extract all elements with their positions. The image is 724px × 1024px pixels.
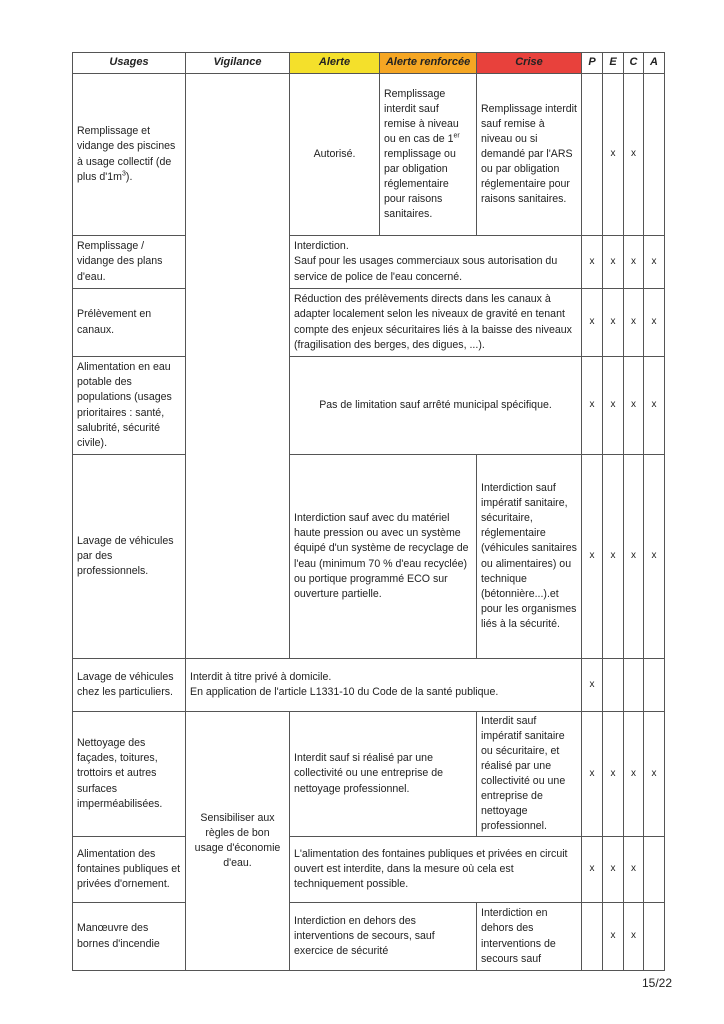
page-number: 15/22	[641, 976, 672, 990]
merged-measure-cell: L'alimentation des fontaines publiques et privées en circuit ouvert est interdite, dans la mesure où cela est techniquement possible.	[290, 837, 582, 903]
a-mark: x	[644, 455, 665, 659]
a-mark	[644, 903, 665, 971]
p-mark: x	[582, 455, 603, 659]
usage-cell: Remplissage et vidange des piscines à usage collectif (de plus $d'1m^3$).	[73, 74, 186, 236]
e-mark: x	[603, 236, 624, 289]
table-row	[73, 903, 665, 971]
c-mark: x	[624, 357, 644, 455]
header-c: C	[624, 53, 644, 74]
p-mark: x	[582, 837, 603, 903]
p-mark	[582, 74, 603, 236]
header-e: E	[603, 53, 624, 74]
alerte-renforcee-merged-cell: Interdit sauf si réalisé par une collectivité ou une entreprise de nettoyage professionnel.	[290, 712, 477, 837]
usage-cell: Lavage de véhicules par des professionnels.	[73, 455, 186, 659]
header-alerte-renforcee: Alerte renforcée	[380, 53, 477, 74]
vigilance-cell: Sensibiliser aux règles de bon usage d'économie d'eau.	[186, 712, 290, 971]
table-row	[73, 357, 665, 455]
e-mark: x	[603, 455, 624, 659]
header-alerte: Alerte	[290, 53, 380, 74]
merged-measure-cell: Réduction des prélèvements directs dans les canaux à adapter localement selon les niveaux de gravité en tenant compte des enjeux sécuritaires liés à la baisse des niveaux (fragilisation des berges, des digues, ...).	[290, 289, 582, 357]
alerte-renforcee-merged-cell: Interdiction en dehors des interventions de secours, sauf exercice de sécurité	[290, 903, 477, 971]
table-row	[73, 659, 665, 712]
c-mark: x	[624, 289, 644, 357]
header-a: A	[644, 53, 665, 74]
c-mark: x	[624, 837, 644, 903]
alerte-renforcee-cell: Remplissage interdit sauf remise à niveau ou en cas de 1er remplissage ou par obligation réglementaire pour raisons sanitaires.	[380, 74, 477, 236]
p-mark: x	[582, 236, 603, 289]
c-mark: x	[624, 236, 644, 289]
p-mark: x	[582, 289, 603, 357]
vigilance-cell	[186, 74, 290, 659]
p-mark: x	[582, 659, 603, 712]
p-mark: x	[582, 712, 603, 837]
usage-cell: Prélèvement en canaux.	[73, 289, 186, 357]
e-mark: x	[603, 289, 624, 357]
e-mark	[603, 659, 624, 712]
usage-cell: Manœuvre des bornes d'incendie	[73, 903, 186, 971]
merged-measure-cell: Pas de limitation sauf arrêté municipal spécifique.	[290, 357, 582, 455]
merged-measure-cell: Interdiction. Sauf pour les usages commerciaux sous autorisation du service de police de l'eau concerné.	[290, 236, 582, 289]
c-mark	[624, 659, 644, 712]
usage-cell: Alimentation des fontaines publiques et privées d'ornement.	[73, 837, 186, 903]
header-vigilance: Vigilance	[186, 53, 290, 74]
table-row	[73, 837, 665, 903]
table-row	[73, 712, 665, 837]
a-mark	[644, 837, 665, 903]
e-mark: x	[603, 903, 624, 971]
table-row	[73, 455, 665, 659]
table-row	[73, 289, 665, 357]
usage-cell: Nettoyage des façades, toitures, trottoirs et autres surfaces imperméabilisées.	[73, 712, 186, 837]
crise-cell: Interdiction en dehors des interventions de secours sauf	[477, 903, 582, 971]
alerte-cell: Autorisé.	[290, 74, 380, 236]
p-mark	[582, 903, 603, 971]
table-row	[73, 236, 665, 289]
e-mark: x	[603, 357, 624, 455]
usage-cell: Alimentation en eau potable des populations (usages prioritaires : santé, salubrité, sécurité civile).	[73, 357, 186, 455]
a-mark: x	[644, 357, 665, 455]
water-restrictions-table	[72, 52, 665, 971]
table-header-row	[73, 53, 665, 74]
a-mark	[644, 74, 665, 236]
crise-cell: Remplissage interdit sauf remise à niveau ou si demandé par l'ARS ou par obligation réglementaire pour raisons sanitaires.	[477, 74, 582, 236]
table-row	[73, 74, 665, 236]
c-mark: x	[624, 455, 644, 659]
e-mark: x	[603, 74, 624, 236]
alerte-renforcee-merged-cell: Interdiction sauf avec du matériel haute pression ou avec un système équipé d'un système de recyclage de l'eau (minimum 70 % d'eau recyclée) ou portique programmé ECO sur ouverture partielle.	[290, 455, 477, 659]
c-mark: x	[624, 712, 644, 837]
a-mark: x	[644, 289, 665, 357]
c-mark: x	[624, 74, 644, 236]
e-mark: x	[603, 712, 624, 837]
usage-cell: Lavage de véhicules chez les particuliers.	[73, 659, 186, 712]
crise-cell: Interdiction sauf impératif sanitaire, sécuritaire, réglementaire (véhicules sanitaires ou alimentaires) ou technique (bétonnière...).et pour les organismes liés à la sécurité.	[477, 455, 582, 659]
a-mark: x	[644, 236, 665, 289]
a-mark	[644, 659, 665, 712]
p-mark: x	[582, 357, 603, 455]
header-p: P	[582, 53, 603, 74]
e-mark: x	[603, 837, 624, 903]
crise-cell: Interdit sauf impératif sanitaire ou sécuritaire, et réalisé par une collectivité ou une entreprise de nettoyage professionnel.	[477, 712, 582, 837]
usage-cell: Remplissage / vidange des plans d'eau.	[73, 236, 186, 289]
header-usages: Usages	[73, 53, 186, 74]
merged-measure-cell: Interdit à titre privé à domicile. En application de l'article L1331-10 du Code de la santé publique.	[186, 659, 582, 712]
a-mark: x	[644, 712, 665, 837]
header-crise: Crise	[477, 53, 582, 74]
c-mark: x	[624, 903, 644, 971]
